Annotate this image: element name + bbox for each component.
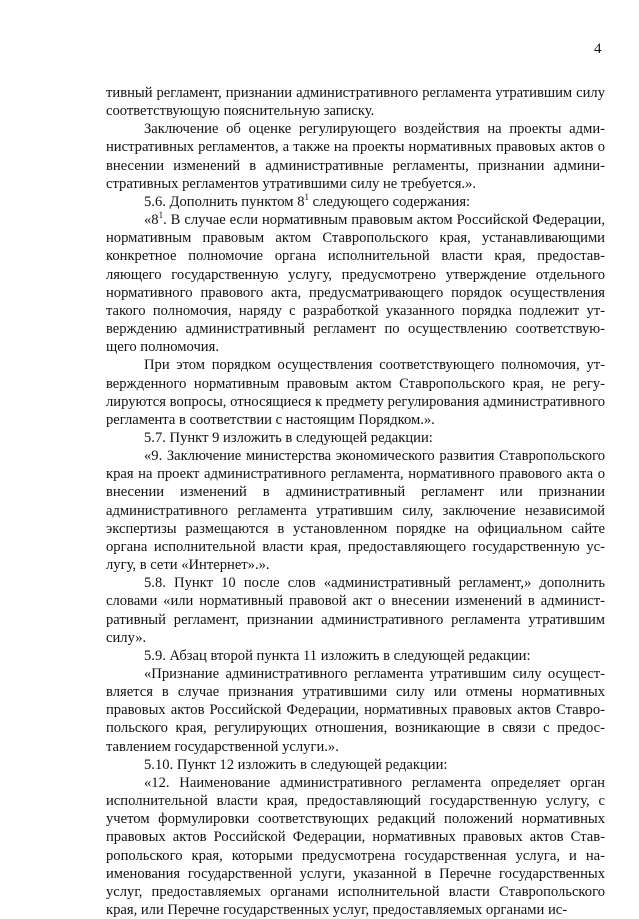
paragraph: 5.9. Абзац второй пункта 11 изложить в следующей редакции:	[144, 647, 531, 664]
paragraph: 5.8. Пункт 10 после слов «административный регламент,» дополнить словами «или нормативный правовой акт о внесении изменений в административный регламент, признании административного регламента утратившим силу».	[106, 575, 605, 646]
paragraph-text: «8	[144, 212, 159, 229]
paragraph: Заключение об оценке регулирующего воздействия на проекты административных регламентов, а также на проекты нормативных правовых актов о внесении изменений в административные регламенты, признании административных регламентов утратившими силу не требуется.».	[106, 121, 605, 192]
superscript: 1	[158, 210, 164, 221]
paragraph	[106, 211, 605, 356]
paragraph: При этом порядком осуществления соответствующего полномочия, утвержденного нормативным правовым актом Ставропольского края, не регулируются вопросы, относящиеся к предмету регулирования административного регламента в соответствии с настоящим Порядком.».	[106, 357, 605, 428]
superscript: 1	[304, 192, 309, 203]
paragraph: 5.7. Пункт 9 изложить в следующей редакции:	[144, 429, 433, 446]
paragraph: «Признание административного регламента утратившим силу осуществляется в случае признания утратившими силу или отмены нормативных правовых актов Российской Федерации, нормативных правовых актов Ставропольского края, регулирующих отношения, возникающие в связи с предоставлением государственной услуги.».	[106, 666, 605, 755]
paragraph-text: . В случае если нормативным правовым актом Российской Федерации, нормативным правовым актом Ставропольского края, устанавливающими конкретное полномочие органа исполнительной власти края, предоставляющего государственную услугу, предусмотрено утверждение отдельного нормативного правового акта, предусматривающего порядок осуществления такого полномочия, наряду с разработкой указанного порядка подлежит утверждению административный регламент по осуществлению соответствующего полномочия.	[106, 212, 605, 356]
paragraph	[106, 193, 605, 211]
paragraph: «12. Наименование административного регламента определяет орган исполнительной власти края, предоставляющий государственную услугу, с учетом формулировки соответствующих редакций положений нормативных правовых актов Российской Федерации, нормативных правовых актов Ставропольского края, которыми предусмотрена государственная услуга, и наименования государственной услуги, указанной в Перечне государственных услуг, предоставляемых органами исполнительной власти Ставропольского края, или Перечне государственных услуг, предоставляемых органами ис-	[106, 774, 605, 919]
paragraph: тивный регламент, признании административного регламента утратившим силу соответствующую пояснительную записку.	[106, 85, 605, 120]
paragraph-text: 5.6. Дополнить пунктом 8	[144, 193, 305, 210]
document-body	[106, 84, 605, 919]
paragraph-text: следующего содержания:	[309, 193, 471, 210]
page-number: 4	[594, 41, 602, 57]
paragraph: «9. Заключение министерства экономического развития Ставропольского края на проект административного регламента, нормативного правового акта о внесении изменений в административный регламент или признании административного регламента утратившим силу, заключение независимой экспертизы размещаются в установленном порядке на официальном сайте органа исполнительной власти края, предоставляющего государственную услугу, в сети «Интернет».».	[106, 448, 605, 574]
paragraph: 5.10. Пункт 12 изложить в следующей редакции:	[144, 756, 448, 773]
